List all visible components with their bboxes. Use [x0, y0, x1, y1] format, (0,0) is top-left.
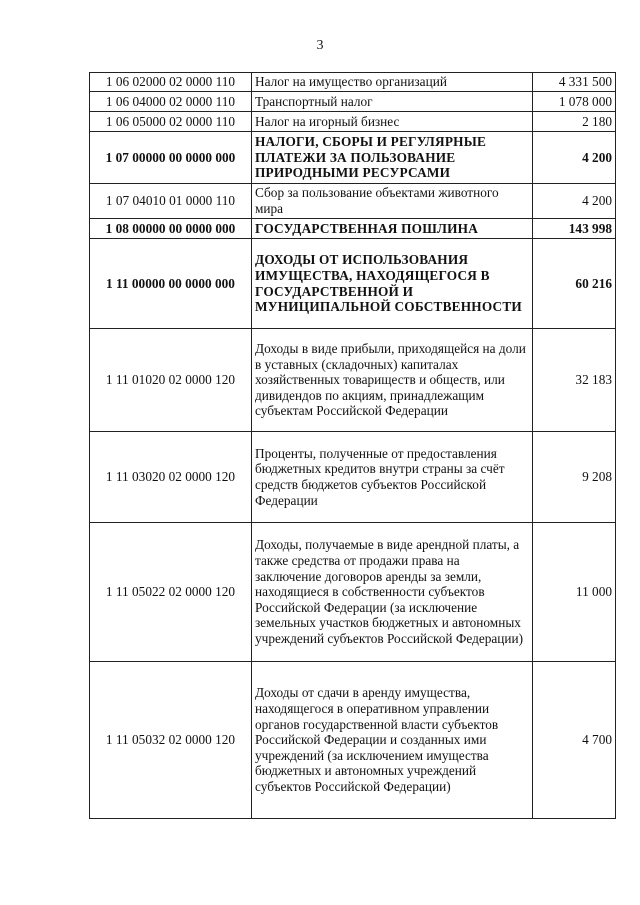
revenue-name: Доходы от сдачи в аренду имущества, находящегося в оперативном управлении органов государственной власти субъектов Российской Федерации и созданных ими учреждений (за исключением имущества бюджетных и автономных учреждений субъектов Российской Федерации)	[252, 662, 533, 819]
revenue-name: Сбор за пользование объектами животного мира	[252, 184, 533, 219]
classification-code: 1 11 05032 02 0000 120	[90, 662, 252, 819]
revenue-name: ГОСУДАРСТВЕННАЯ ПОШЛИНА	[252, 219, 533, 239]
revenue-amount: 4 700	[533, 662, 616, 819]
classification-code: 1 11 01020 02 0000 120	[90, 329, 252, 432]
revenue-amount: 11 000	[533, 523, 616, 662]
revenue-amount: 60 216	[533, 239, 616, 329]
revenue-amount: 1 078 000	[533, 92, 616, 112]
table-body	[90, 73, 616, 819]
classification-code: 1 11 05022 02 0000 120	[90, 523, 252, 662]
classification-code: 1 07 04010 01 0000 110	[90, 184, 252, 219]
revenue-amount: 4 331 500	[533, 73, 616, 92]
revenue-name: ДОХОДЫ ОТ ИСПОЛЬЗОВАНИЯ ИМУЩЕСТВА, НАХОДЯЩЕГОСЯ В ГОСУДАРСТВЕННОЙ И МУНИЦИПАЛЬНОЙ СОБСТВЕННОСТИ	[252, 239, 533, 329]
classification-code: 1 11 03020 02 0000 120	[90, 432, 252, 523]
revenue-amount: 4 200	[533, 132, 616, 184]
table-row	[90, 662, 616, 819]
table-row-section	[90, 239, 616, 329]
table-row	[90, 523, 616, 662]
classification-code: 1 06 04000 02 0000 110	[90, 92, 252, 112]
revenue-name: Транспортный налог	[252, 92, 533, 112]
table-row	[90, 184, 616, 219]
classification-code: 1 06 05000 02 0000 110	[90, 112, 252, 132]
table-row	[90, 329, 616, 432]
classification-code: 1 07 00000 00 0000 000	[90, 132, 252, 184]
table-row	[90, 112, 616, 132]
revenue-amount: 9 208	[533, 432, 616, 523]
page-number: 3	[316, 38, 324, 53]
table-row	[90, 432, 616, 523]
revenue-name: Доходы, получаемые в виде арендной платы, а также средства от продажи права на заключение договоров аренды за земли, находящиеся в собственности субъектов Российской Федерации (за исключение земельных участков бюджетных и автономных учреждений субъектов Российской Федерации)	[252, 523, 533, 662]
classification-code: 1 06 02000 02 0000 110	[90, 73, 252, 92]
revenue-name: Проценты, полученные от предоставления бюджетных кредитов внутри страны за счёт средств бюджетов субъектов Российской Федерации	[252, 432, 533, 523]
budget-revenue-table	[89, 72, 616, 819]
table-row	[90, 92, 616, 112]
table-row-section	[90, 132, 616, 184]
classification-code: 1 08 00000 00 0000 000	[90, 219, 252, 239]
revenue-name: Налог на имущество организаций	[252, 73, 533, 92]
revenue-name: Доходы в виде прибыли, приходящейся на доли в уставных (складочных) капиталах хозяйственных товариществ и обществ, или дивидендов по акциям, принадлежащим субъектам Российской Федерации	[252, 329, 533, 432]
revenue-name: Налог на игорный бизнес	[252, 112, 533, 132]
revenue-name: НАЛОГИ, СБОРЫ И РЕГУЛЯРНЫЕ ПЛАТЕЖИ ЗА ПОЛЬЗОВАНИЕ ПРИРОДНЫМИ РЕСУРСАМИ	[252, 132, 533, 184]
table-row	[90, 73, 616, 92]
revenue-amount: 2 180	[533, 112, 616, 132]
revenue-amount: 4 200	[533, 184, 616, 219]
classification-code: 1 11 00000 00 0000 000	[90, 239, 252, 329]
revenue-amount: 32 183	[533, 329, 616, 432]
revenue-amount: 143 998	[533, 219, 616, 239]
table-row-section	[90, 219, 616, 239]
